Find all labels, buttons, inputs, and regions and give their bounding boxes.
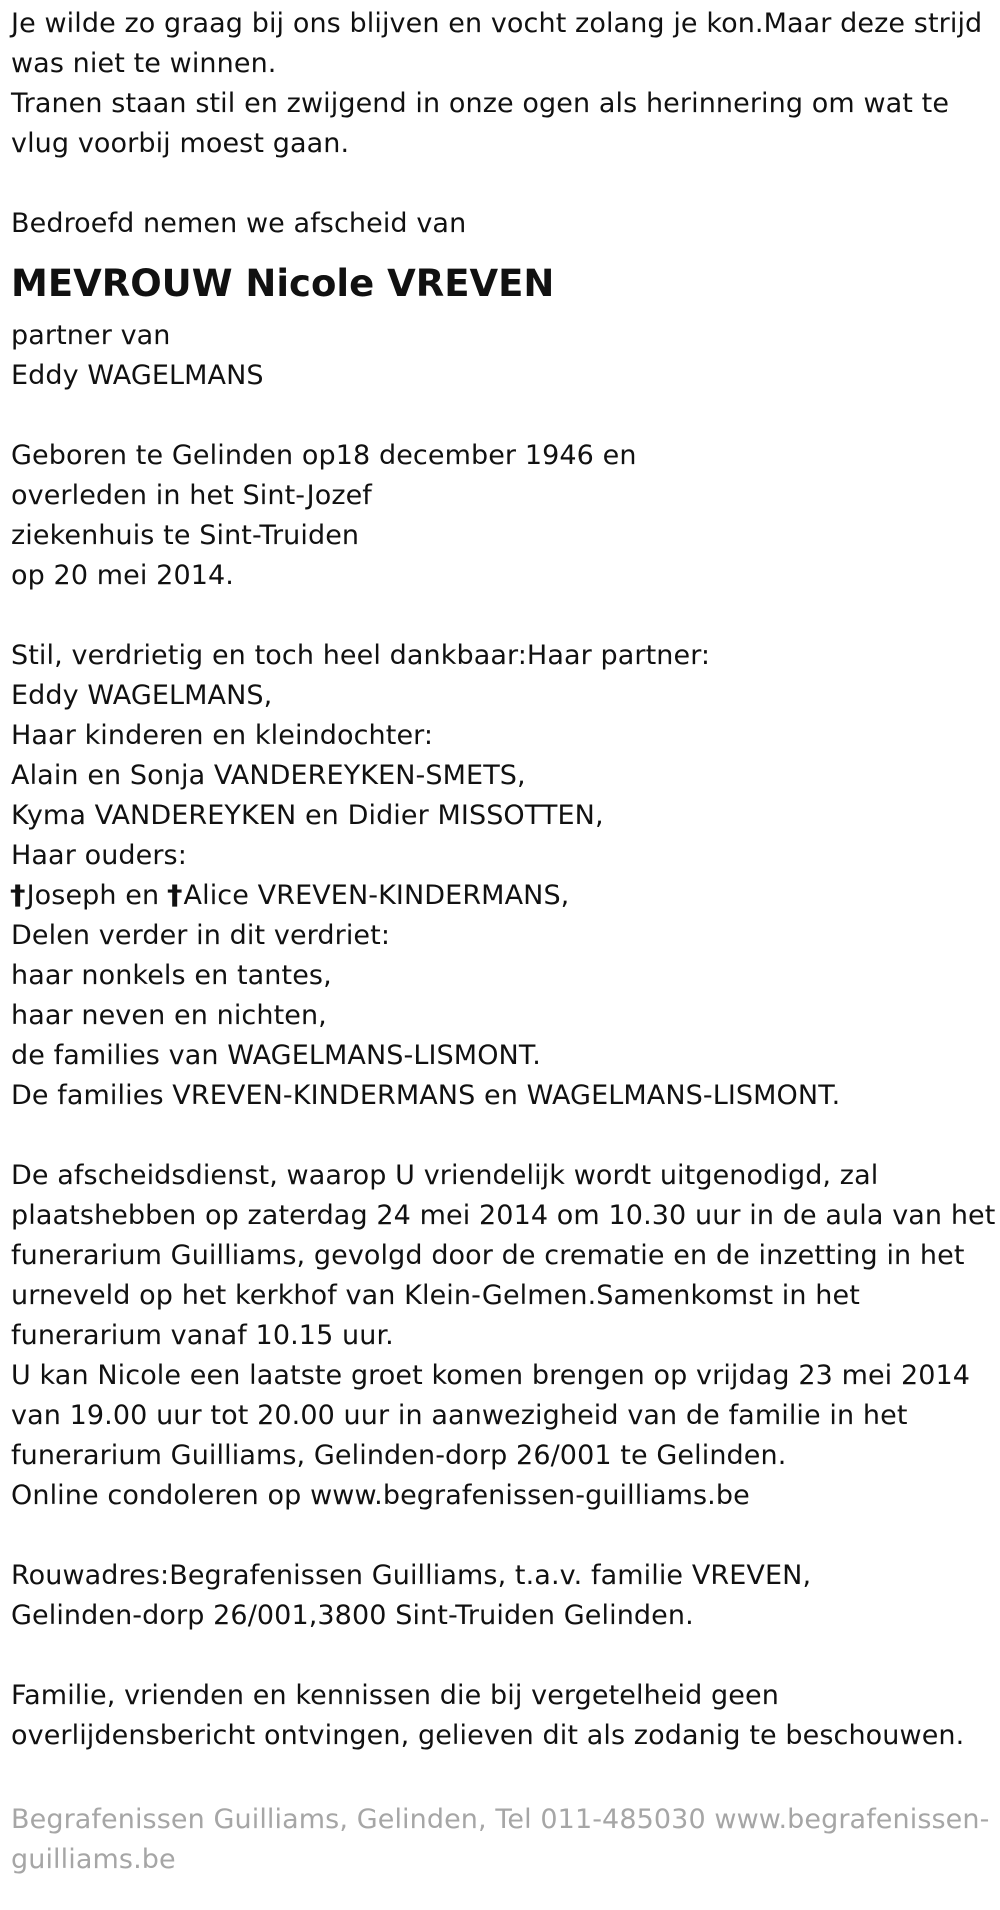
service-line: De afscheidsdienst, waarop U vriendelijk wordt uitgenodigd, zal xyxy=(11,1160,879,1191)
father-name: Joseph en xyxy=(26,880,168,911)
birth-death-line: op 20 mei 2014. xyxy=(11,560,234,591)
address-line: Gelinden-dorp 26/001,3800 Sint-Truiden Gelinden. xyxy=(11,1600,694,1631)
spacer xyxy=(11,396,990,436)
spacer xyxy=(11,1636,990,1676)
partner-name: Eddy WAGELMANS xyxy=(11,360,264,391)
spacer xyxy=(11,1116,990,1156)
service-line: funerarium Guilliams, Gelinden-dorp 26/001 te Gelinden. xyxy=(11,1440,787,1471)
footer-line: guilliams.be xyxy=(11,1844,176,1875)
address-paragraph xyxy=(11,1556,990,1636)
family-line: Eddy WAGELMANS, xyxy=(11,680,273,711)
intro-line: Tranen staan stil en zwijgend in onze ogen als herinnering om wat te xyxy=(11,88,950,119)
spacer xyxy=(11,1516,990,1556)
intro-line: was niet te winnen. xyxy=(11,48,277,79)
address-line: Rouwadres:Begrafenissen Guilliams, t.a.v. familie VREVEN, xyxy=(11,1560,812,1591)
mother-name: Alice VREVEN-KINDERMANS, xyxy=(183,880,570,911)
closing-line: Familie, vrienden en kennissen die bij vergetelheid geen xyxy=(11,1680,779,1711)
deceased-name: MEVROUW Nicole VREVEN xyxy=(11,262,555,305)
service-line: funerarium vanaf 10.15 uur. xyxy=(11,1320,394,1351)
family-line: Haar kinderen en kleindochter: xyxy=(11,720,434,751)
family-paragraph xyxy=(11,636,990,1116)
family-line: haar nonkels en tantes, xyxy=(11,960,332,991)
birth-death-line: Geboren te Gelinden op18 december 1946 en xyxy=(11,440,637,471)
family-line: haar neven en nichten, xyxy=(11,1000,327,1031)
family-line: Delen verder in dit verdriet: xyxy=(11,920,391,951)
family-line: Kyma VANDEREYKEN en Didier MISSOTTEN, xyxy=(11,800,604,831)
family-line: De families VREVEN-KINDERMANS en WAGELMANS-LISMONT. xyxy=(11,1080,841,1111)
service-line: plaatshebben op zaterdag 24 mei 2014 om 10.30 uur in de aula van het xyxy=(11,1200,996,1231)
intro-line: Je wilde zo graag bij ons blijven en vocht zolang je kon.Maar deze strijd xyxy=(11,8,983,39)
spacer xyxy=(11,164,990,204)
footer-line: Begrafenissen Guilliams, Gelinden, Tel 011-485030 www.begrafenissen- xyxy=(11,1804,990,1835)
spacer xyxy=(11,596,990,636)
closing-paragraph xyxy=(11,1676,990,1756)
intro-line: vlug voorbij moest gaan. xyxy=(11,128,350,159)
family-line: de families van WAGELMANS-LISMONT. xyxy=(11,1040,541,1071)
parents-line xyxy=(11,876,990,916)
announcement-text: Bedroefd nemen we afscheid van xyxy=(11,208,467,239)
family-line: Haar ouders: xyxy=(11,840,187,871)
service-line: funerarium Guilliams, gevolgd door de crematie en de inzetting in het xyxy=(11,1240,965,1271)
funeral-home-footer xyxy=(11,1800,989,1880)
cross-icon: † xyxy=(9,880,26,911)
intro-paragraph xyxy=(11,4,990,164)
service-line: Online condoleren op www.begrafenissen-guilliams.be xyxy=(11,1480,750,1511)
cross-icon: † xyxy=(166,880,183,911)
service-line: van 19.00 uur tot 20.00 uur in aanwezigheid van de familie in het xyxy=(11,1400,908,1431)
family-line: Stil, verdrietig en toch heel dankbaar:Haar partner: xyxy=(11,640,711,671)
service-line: urneveld op het kerkhof van Klein-Gelmen.Samenkomst in het xyxy=(11,1280,860,1311)
birth-death-line: overleden in het Sint-Jozef xyxy=(11,480,372,511)
family-line: Alain en Sonja VANDEREYKEN-SMETS, xyxy=(11,760,526,791)
birth-death-paragraph xyxy=(11,436,990,596)
partner-info xyxy=(11,316,990,396)
partner-label: partner van xyxy=(11,320,171,351)
service-line: U kan Nicole een laatste groet komen brengen op vrijdag 23 mei 2014 xyxy=(11,1360,971,1391)
closing-line: overlijdensbericht ontvingen, gelieven dit als zodanig te beschouwen. xyxy=(11,1720,965,1751)
birth-death-line: ziekenhuis te Sint-Truiden xyxy=(11,520,360,551)
service-paragraph xyxy=(11,1156,996,1516)
